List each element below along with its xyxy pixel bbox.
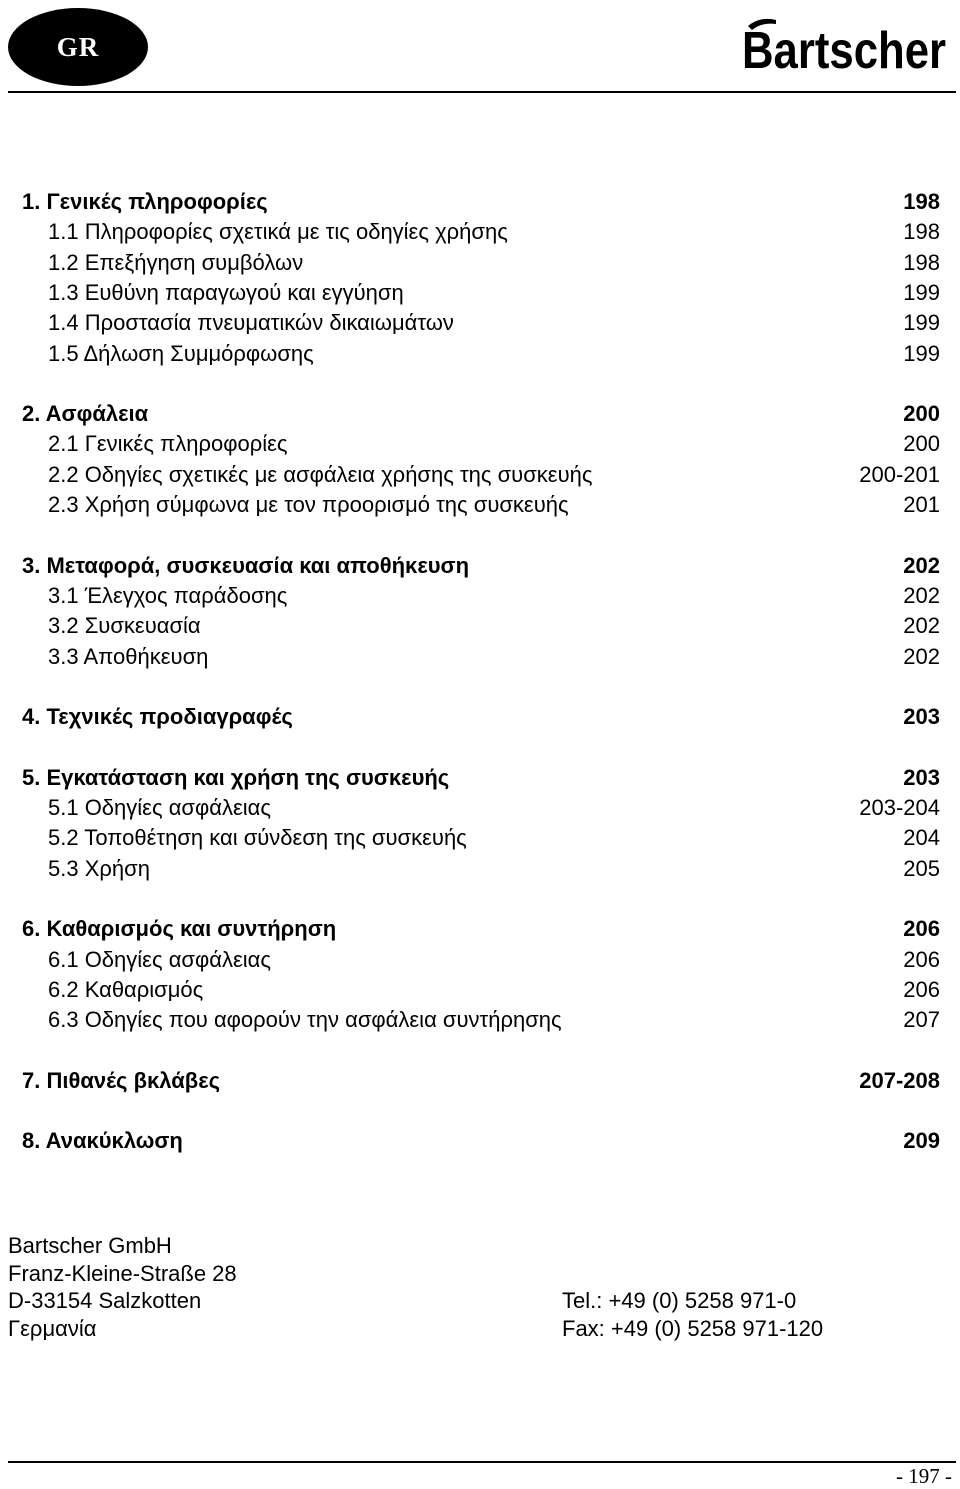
toc-entry-page: 199 [903,279,940,305]
footer-divider [8,1461,956,1463]
toc-subsection-row[interactable] [22,308,940,338]
page-number: - 197 - [896,1464,952,1488]
header-divider [8,91,956,93]
toc-entry-title: 2.1 Γενικές πληροφορίες [48,431,288,457]
toc-entry-page: 200 [903,401,940,427]
toc-section-row[interactable] [22,702,940,732]
toc-subsection-row[interactable] [22,429,940,459]
toc-entry-title: 3.2 Συσκευασία [48,613,201,639]
toc-entry-title: 3.1 Έλεγχος παράδοσης [48,582,288,608]
toc-entry-page: 202 [903,552,940,578]
toc-entry-title: 6.3 Οδηγίες που αφορούν την ασφάλεια συντήρησης [48,1007,562,1033]
country: Γερμανία [8,1315,97,1341]
toc-entry-title: 1.1 Πληροφορίες σχετικά με τις οδηγίες χρήσης [48,219,508,245]
toc-entry-page: 199 [903,310,940,336]
toc-entry-title: 5.1 Οδηγίες ασφάλειας [48,795,271,820]
toc-entry-title: 6. Καθαρισμός και συντήρηση [22,916,337,942]
toc-section-row[interactable] [22,187,940,217]
toc-subsection-row[interactable] [22,611,940,641]
toc-subsection-row[interactable] [22,217,940,247]
toc-entry-title: 3.3 Αποθήκευση [48,643,209,669]
company-name: Bartscher GmbH [8,1233,172,1258]
fax-number: Fax: +49 (0) 5258 971-120 [562,1315,824,1341]
company-address [8,1232,237,1342]
toc-entry-page: 198 [903,219,940,245]
toc-entry-page: 199 [903,340,940,366]
toc-entry-title: 6.2 Καθαρισμός [48,976,204,1002]
toc-entry-page: 202 [903,582,940,608]
toc-entry-page: 205 [903,855,940,881]
toc-entry-page: 200 [903,431,940,457]
toc-entry-page: 198 [903,249,940,275]
toc-entry-title: 1.5 Δήλωση Συμμόρφωσης [48,340,314,366]
toc-subsection-row[interactable] [22,823,940,853]
toc-subsection-row[interactable] [22,793,940,823]
toc-entry-title: 1.3 Ευθύνη παραγωγού και εγγύηση [48,279,404,305]
toc-entry-page: 202 [903,613,940,639]
street-address: Franz-Kleine-Straße 28 [8,1260,237,1286]
toc-section-row[interactable] [22,1126,940,1156]
toc-entry-page: 198 [903,189,940,214]
toc-entry-title: 8. Ανακύκλωση [22,1128,183,1154]
toc-entry-title: 1. Γενικές πληροφορίες [22,189,268,214]
phone-number: Tel.: +49 (0) 5258 971-0 [562,1288,797,1313]
toc-entry-title: 5.3 Χρήση [48,855,150,881]
language-badge-label: GR [56,31,100,62]
toc-entry-page: 206 [903,946,940,972]
toc-section-row[interactable] [22,399,940,429]
toc-subsection-row[interactable] [22,278,940,308]
language-badge [8,8,148,86]
logo-text: Bartscher [742,22,946,76]
toc-subsection-row[interactable] [22,460,940,490]
toc-entry-page: 203 [903,704,940,730]
toc-subsection-row[interactable] [22,975,940,1005]
toc-entry-title: 1.4 Προστασία πνευματικών δικαιωμάτων [48,310,454,336]
toc-entry-page: 202 [903,643,940,669]
bartscher-logo [742,14,948,76]
toc-entry-page: 206 [903,916,940,942]
toc-entry-page: 200-201 [859,461,940,487]
toc-subsection-row[interactable] [22,642,940,672]
toc-entry-title: 2.2 Οδηγίες σχετικές με ασφάλεια χρήσης της συσκευής [48,461,593,487]
toc-entry-title: 6.1 Οδηγίες ασφάλειας [48,946,271,972]
toc-entry-page: 201 [903,492,940,517]
company-contact [562,1287,823,1342]
toc-entry-page: 204 [903,825,940,851]
toc-entry-title: 3. Μεταφορά, συσκευασία και αποθήκευση [22,552,470,578]
toc-entry-page: 209 [903,1128,940,1154]
toc-section-row[interactable] [22,551,940,581]
toc-entry-page: 206 [903,976,940,1002]
toc-entry-page: 203-204 [859,795,940,820]
toc-entry-page: 203 [903,764,940,790]
toc-section-row[interactable] [22,763,940,793]
toc-subsection-row[interactable] [22,339,940,369]
toc-section-row[interactable] [22,1066,940,1096]
toc-entry-title: 7. Πιθανές βκλάβες [22,1067,221,1093]
city: D-33154 Salzkotten [8,1288,202,1313]
toc-subsection-row[interactable] [22,248,940,278]
toc-entry-page: 207 [903,1007,940,1033]
toc-subsection-row[interactable] [22,581,940,611]
toc-subsection-row[interactable] [22,1005,940,1035]
toc-entry-title: 1.2 Επεξήγηση συμβόλων [48,249,304,275]
toc-section-row[interactable] [22,914,940,944]
toc-entry-page: 207-208 [859,1067,940,1093]
toc-entry-title: 4. Τεχνικές προδιαγραφές [22,704,293,730]
toc-subsection-row[interactable] [22,490,940,520]
toc-entry-title: 2. Ασφάλεια [22,401,149,427]
toc-entry-title: 5.2 Τοποθέτηση και σύνδεση της συσκευής [48,825,467,851]
toc-entry-title: 5. Εγκατάσταση και χρήση της συσκευής [22,764,450,790]
toc-entry-title: 2.3 Χρήση σύμφωνα με τον προορισμό της συσκευής [48,492,569,517]
toc-subsection-row[interactable] [22,945,940,975]
toc-subsection-row[interactable] [22,854,940,884]
